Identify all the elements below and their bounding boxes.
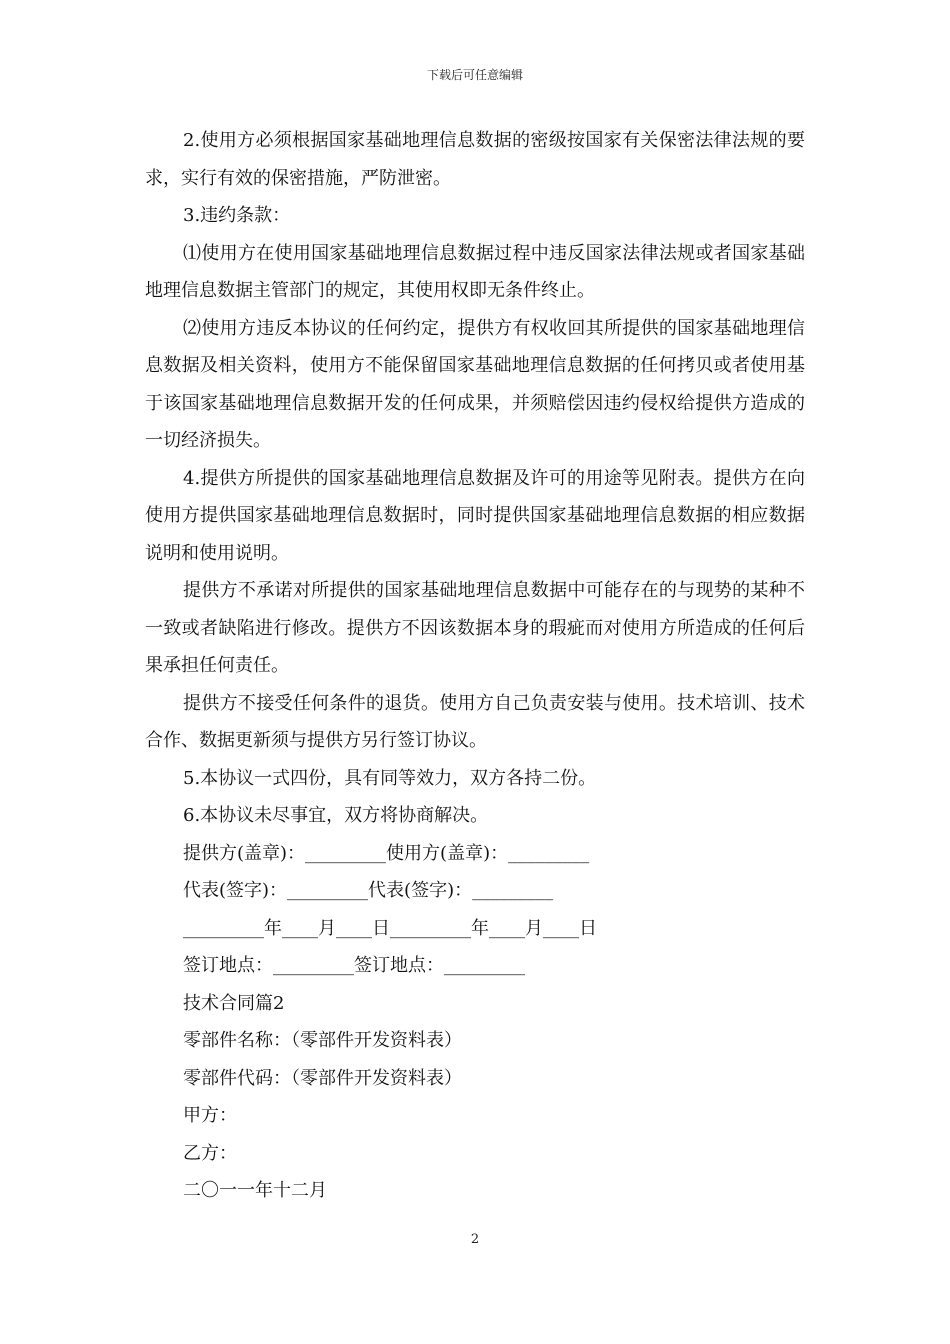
page-number: 2	[470, 1232, 480, 1247]
paragraph-negotiation: 6.本协议未尽事宜，双方将协商解决。	[183, 805, 489, 826]
paragraph-no-returns: 提供方不接受任何条件的退货。使用方自己负责安装与使用。技术培训、技术合作、数据更新须与提供方另行签订协议。	[145, 692, 805, 751]
party-a-line: 甲方：	[183, 1105, 237, 1126]
part-code-line: 零部件代码：（零部件开发资料表）	[183, 1067, 462, 1089]
paragraph-no-warranty: 提供方不承诺对所提供的国家基础地理信息数据中可能存在的与现势的某种不一致或者缺陷进行修改。提供方不因该数据本身的瑕疵而对使用方所造成的任何后果承担任何责任。	[145, 580, 805, 676]
section-title: 技术合同篇2	[183, 992, 285, 1014]
paragraph-breach-2: ⑵使用方违反本协议的任何约定，提供方有权收回其所提供的国家基础地理信息数据及相关资料，使用方不能保留国家基础地理信息数据的任何拷贝或者使用基于该国家基础地理信息数据开发的任何成果，并须赔偿因违约侵权给提供方造成的一切经济损失。	[145, 317, 805, 451]
paragraph-copies: 5.本协议一式四份，具有同等效力，双方各持二份。	[183, 767, 597, 789]
paragraph-data-provision: 4.提供方所提供的国家基础地理信息数据及许可的用途等见附表。提供方在向使用方提供国家基础地理信息数据时，同时提供国家基础地理信息数据的相应数据说明和使用说明。	[145, 467, 805, 564]
signature-representative-line: 代表(签字)：_________代表(签字)：_________	[183, 880, 554, 901]
signature-date-line: _________年____月____日_________年____月____日	[183, 917, 597, 939]
part-name-line: 零部件名称：（零部件开发资料表）	[183, 1030, 462, 1051]
date-line: 二〇一一年十二月	[183, 1180, 327, 1201]
paragraph-confidentiality: 2.使用方必须根据国家基础地理信息数据的密级按国家有关保密法律法规的要求，实行有效的保密措施，严防泄密。	[145, 130, 805, 189]
party-b-line: 乙方：	[183, 1142, 237, 1164]
paragraph-breach-heading: 3.违约条款：	[183, 205, 291, 226]
signature-place-line: 签订地点：_________签订地点：_________	[183, 955, 525, 976]
paragraph-breach-1: ⑴使用方在使用国家基础地理信息数据过程中违反国家法律法规或者国家基础地理信息数据主管部门的规定，其使用权即无条件终止。	[145, 242, 805, 301]
document-body	[145, 122, 805, 1210]
signature-seal-line: 提供方(盖章)：_________使用方(盖章)：_________	[183, 842, 590, 864]
page-header-note: 下载后可任意编辑	[426, 68, 523, 82]
